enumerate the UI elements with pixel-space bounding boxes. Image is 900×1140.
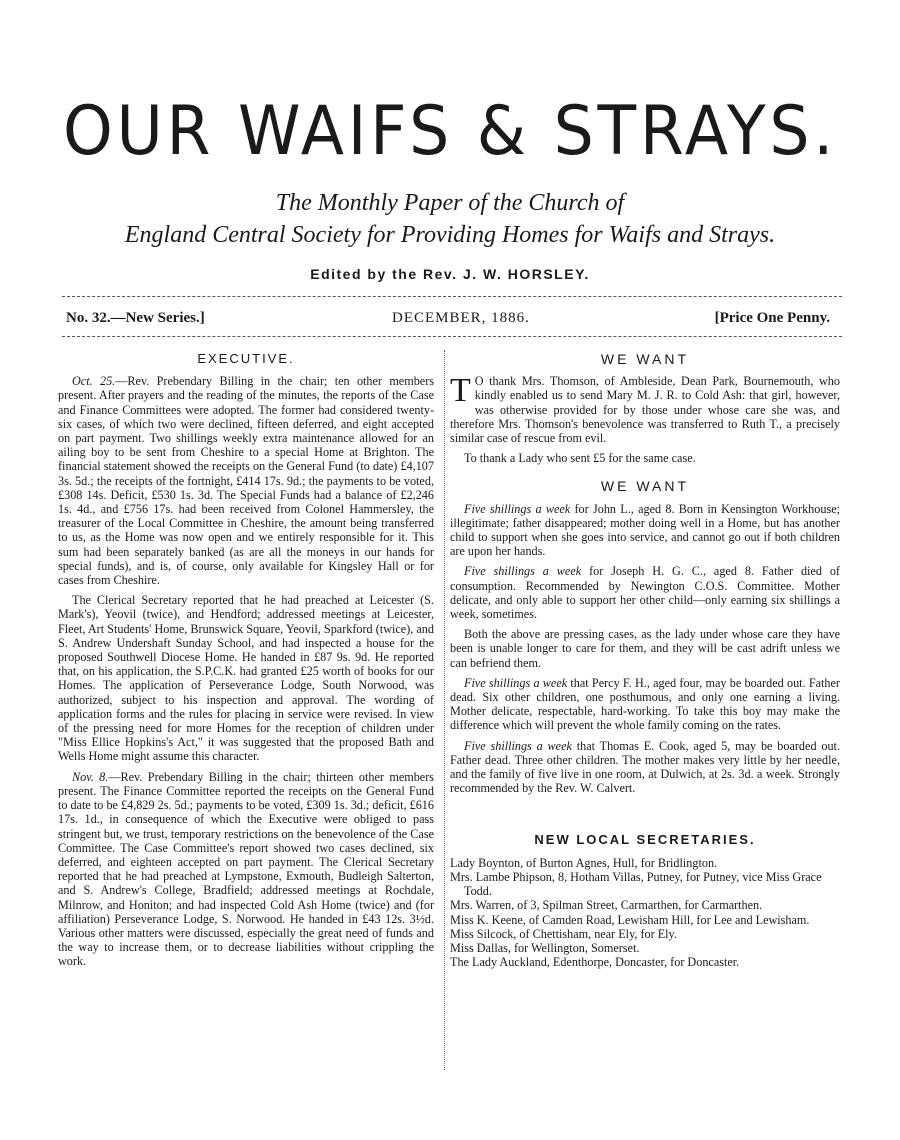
nov-text: —Rev. Prebendary Billing in the chair; thirteen other members present. The Finance Committee reported the receipts on the General Fund to date to be £4,829 2s. 5d.; payments to be voted, £309 1s. 3d.; deficit, £616 17s. 1d., in consequence of which the Executive were obliged to pass stringent but, we trust, temporary restrictions on the benevolence of the Case Committee. The Case Committee's report showed two cases declined, six deferred, and eighteen accepted on part payment. The Clerical Secretary reported that he had preached at Lympstone, Exmouth, Budleigh Salterton, and S. Andrew's College, Bradfield; addressed meetings at Rochdale, Milnrow, and Honiton; and had inspected Cold Ash Home (twice) and (for affiliation) Perseverance Lodge, S. Norwood. He handed in £43 12s. 3½d. Various other matters were discussed, especially the great need of funds and the way to increase them, or to decrease liabilities without crippling the work. bbox=[58, 769, 435, 969]
issue-number: No. 32.—New Series.] bbox=[66, 310, 205, 326]
issue-line bbox=[66, 310, 836, 330]
want-item bbox=[450, 676, 840, 733]
issue-date: DECEMBER, 1886. bbox=[392, 310, 530, 326]
column-divider bbox=[444, 350, 445, 1070]
want-item-lead: Five shillings a week bbox=[464, 501, 571, 516]
secretaries-list bbox=[450, 856, 840, 970]
want-item-lead: Five shillings a week bbox=[464, 564, 582, 579]
want-item-text: for John L., aged 8. Born in Kensington Workhouse; illegitimate; father disappeared; mother doing well in a Home, but has another child to support when she goes into service, and cannot go out if both children are upon her hands. bbox=[450, 501, 841, 559]
thanks-text: O thank Mrs. Thomson, of Ambleside, Dean Park, Bournemouth, who kindly enabled us to send Mary M. J. R. to Cold Ash: that girl, however, was otherwise provided for by those under whose care she was, and therefore Mrs. Thomson's benevolence was transferred to Ruth T., a precisely similar case of rescue from evil. bbox=[450, 374, 840, 446]
we-want-thanks-paragraph-2: To thank a Lady who sent £5 for the same case. bbox=[464, 451, 696, 466]
want-item-text: that Percy F. H., aged four, may be boarded out. Father dead. Six other children, one posthumous, and only one earning a living. Mother delicate, respectable, hard-working. To take this boy may make the difference which will prevent the whole family coming on the rates. bbox=[450, 675, 840, 733]
secretary-entry: The Lady Auckland, Edenthorpe, Doncaster, for Doncaster. bbox=[450, 955, 740, 970]
executive-clerical-paragraph: The Clerical Secretary reported that he had preached at Leicester (S. Mark's), Yeovil (twice), and Hendford; addressed meetings at Leicester, Fleet, Art Students' Home, Brunswick Square, Yeovil, Sparkford (twice), and S. Andrew Undershaft Sunday School, and had inspected a house for the proposed Southwell Diocese Home. He handed in £87 9s. 9d. He reported that, on his application, the S.P.C.K. had granted £25 worth of books for our Homes. The application of Perseverance Lodge, South Norwood, was authorized, subject to his inspection and approval. The wording of application forms and the rules for placing in service were revised. In view of the pressing need for more Homes for the reception of children under "Miss Ellice Hopkins's Act," it was suggested that the proposed Bath and Wells Home might assume this character. bbox=[58, 593, 434, 764]
nov-date: Nov. 8. bbox=[72, 769, 109, 784]
want-item bbox=[450, 564, 840, 621]
want-item-lead: Five shillings a week bbox=[464, 675, 568, 690]
right-column bbox=[450, 352, 840, 969]
issue-price: [Price One Penny. bbox=[714, 310, 830, 326]
drop-cap: T bbox=[450, 372, 471, 410]
secretaries-heading: NEW LOCAL SECRETARIES. bbox=[534, 832, 756, 848]
want-item-text: that Thomas E. Cook, aged 5, may be boarded out. Father dead. Three other children. The mother makes very little by her needle, and the family of five live in one room, at Dulwich, at 2s. 3d. a week. Strongly recommended by the Rev. W. Calvert. bbox=[450, 738, 840, 796]
executive-nov-paragraph bbox=[58, 770, 434, 969]
secretary-entry: Mrs. Lambe Phipson, 8, Hotham Villas, Putney, for Putney, vice Miss Grace Todd. bbox=[450, 869, 822, 899]
we-want-heading-2: WE WANT bbox=[600, 478, 690, 495]
oct-text: —Rev. Prebendary Billing in the chair; ten other members present. After prayers and the reading of the minutes, the reports of the Case and Finance Committees were adopted. The former had considered twenty-six cases, of which two were declined, fifteen deferred, and eight accepted on part payment. Two shillings weekly extra maintenance allowed for an ailing boy to be sent from Cheshire to a special Home at Brighton. The financial statement showed the receipts on the General Fund (to date) £4,107 3s. 5d.; the receipts of the fortnight, £414 17s. 9d.; the payments to be voted, £308 14s. Deficit, £530 1s. 3d. The Special Funds had a balance of £2,246 1s. 4d., and £756 17s. had been received from Colonel Hammersley, the treasurer of the Local Committee in Cheshire, the amount being transferred to us, as the Home was now open and we entirely responsible for it. This sum had been separately banked (as are all the moneys in our hands for special funds), and is, of course, only available for Kingsley Hall or for cases from Cheshire. bbox=[58, 374, 434, 588]
left-column bbox=[58, 352, 434, 975]
secretary-entry: Miss Silcock, of Chettisham, near Ely, for Ely. bbox=[450, 926, 677, 941]
secretary-entry: Miss Dallas, for Wellington, Somerset. bbox=[450, 940, 640, 955]
secretary-entry: Mrs. Warren, of 3, Spilman Street, Carmarthen, for Carmarthen. bbox=[450, 898, 763, 913]
top-rule bbox=[62, 296, 842, 297]
secretary-entry: Lady Boynton, of Burton Agnes, Hull, for Bridlington. bbox=[450, 855, 718, 870]
subtitle-line-1: The Monthly Paper of the Church of bbox=[275, 190, 625, 216]
editor-credit: Edited by the Rev. J. W. HORSLEY. bbox=[310, 266, 590, 282]
we-want-thanks-paragraph bbox=[450, 374, 840, 445]
oct-date: Oct. 25. bbox=[72, 374, 116, 389]
want-item bbox=[450, 739, 840, 796]
secretary-entry: Miss K. Keene, of Camden Road, Lewisham Hill, for Lee and Lewisham. bbox=[450, 912, 810, 927]
want-item-text: for Joseph H. G. C., aged 8. Father died of consumption. Recommended by Newington C.O.S. Committee. Mother delicate, and only able to support her other child—only earning six shillings a week, sometimes. bbox=[450, 564, 840, 622]
want-item bbox=[450, 627, 840, 670]
masthead-title: OUR WAIFS & STRAYS. bbox=[62, 92, 838, 171]
bottom-rule bbox=[62, 336, 842, 337]
want-item-text: Both the above are pressing cases, as the lady under whose care they have been is unable longer to care for them, and they will be cast adrift unless we can befriend them. bbox=[450, 627, 840, 670]
executive-oct-paragraph bbox=[58, 374, 434, 587]
want-item-lead: Five shillings a week bbox=[464, 738, 572, 753]
subtitle-line-2: England Central Society for Providing Homes for Waifs and Strays. bbox=[124, 222, 776, 248]
want-item bbox=[450, 502, 840, 559]
we-want-heading-1: WE WANT bbox=[600, 351, 690, 367]
executive-heading: EXECUTIVE. bbox=[197, 351, 295, 366]
